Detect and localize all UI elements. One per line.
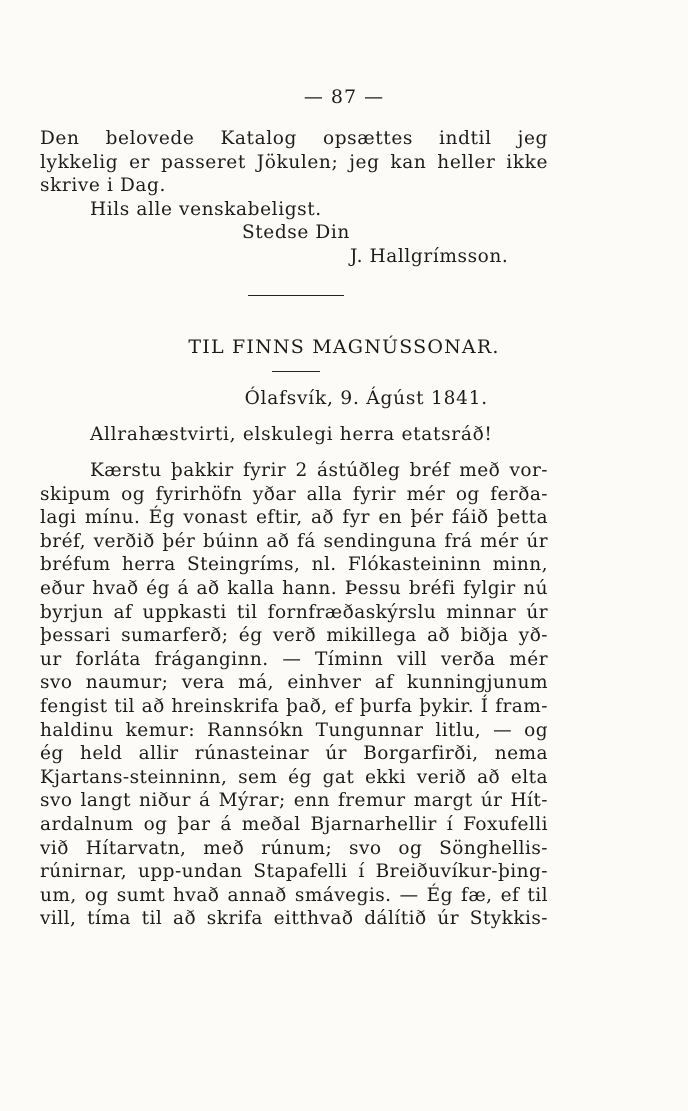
page-number: — 87 — (303, 86, 385, 108)
text-line: um, og sumt hvað annað smávegis. — Ég fæ, ef til (40, 884, 548, 906)
text-line: fengist til að hreinskrifa það, ef þurfa þykir. Í fram- (40, 695, 548, 717)
letter-salutation: Allrahæstvirti, elskulegi herra etatsráð! (90, 424, 493, 445)
text-line: Kjartans-steinninn, sem ég gat ekki verið að elta (40, 766, 548, 788)
text-line: vill, tíma til að skrifa eitthvað dálítið úr Stykkis- (40, 908, 548, 930)
heading-underline (272, 371, 320, 372)
section-divider (248, 295, 344, 296)
text-line: bréf, verðið þér búinn að fá sendinguna frá mér úr (40, 530, 548, 552)
closing-line: Stedse Din (242, 222, 350, 243)
text-line: byrjun af uppkasti til fornfræðaskýrslu minnar úr (40, 601, 548, 623)
text-line: ur forláta fráganginn. — Tíminn vill verða mér (40, 648, 548, 670)
letter-closing-section (40, 127, 548, 268)
text-line: við Hítarvatn, með rúnum; svo og Sönghellis- (40, 837, 548, 859)
text-line: haldinu kemur: Rannsókn Tungunnar litlu, — og (40, 719, 548, 741)
text-line: svo naumur; vera má, einhver af kunningjunum (40, 672, 548, 694)
letter-heading: TIL FINNS MAGNÚSSONAR. (188, 336, 500, 358)
text-line: eður hvað ég á að kalla hann. Þessu bréfi fylgir nú (40, 577, 548, 599)
text-line: ardalnum og þar á meðal Bjarnarhellir í Foxufelli (40, 813, 548, 835)
text-line: rúnirnar, upp-undan Stapafelli í Breiðuvíkur-þing- (40, 861, 548, 883)
greeting-line: Hils alle venskabeligst. (90, 198, 322, 220)
text-line: svo langt niður á Mýrar; enn fremur margt úr Hít- (40, 790, 548, 812)
text-line: þessari sumarferð; ég verð mikillega að biðja yð- (40, 625, 548, 647)
text-line: Kærstu þakkir fyrir 2 ástúðleg bréf með vor- (90, 460, 548, 481)
text-line: skrive i Dag. (40, 175, 166, 196)
text-line: Den belovede Katalog opsættes indtil jeg (40, 128, 548, 149)
signature: J. Hallgrímsson. (350, 245, 509, 267)
text-line: lagi mínu. Ég vonast eftir, að fyr en þér fáið þetta (40, 507, 548, 529)
text-line: skipum og fyrirhöfn yðar alla fyrir mér og ferða- (40, 483, 548, 505)
text-line: ég held allir rúnasteinar úr Borgarfirði, nema (40, 743, 548, 765)
letter-dateline: Ólafsvík, 9. Ágúst 1841. (244, 388, 488, 409)
letter-body (40, 459, 548, 931)
text-line: bréfum herra Steingríms, nl. Flókasteininn minn, (40, 554, 548, 576)
text-line: lykkelig er passeret Jökulen; jeg kan heller ikke (40, 151, 548, 173)
